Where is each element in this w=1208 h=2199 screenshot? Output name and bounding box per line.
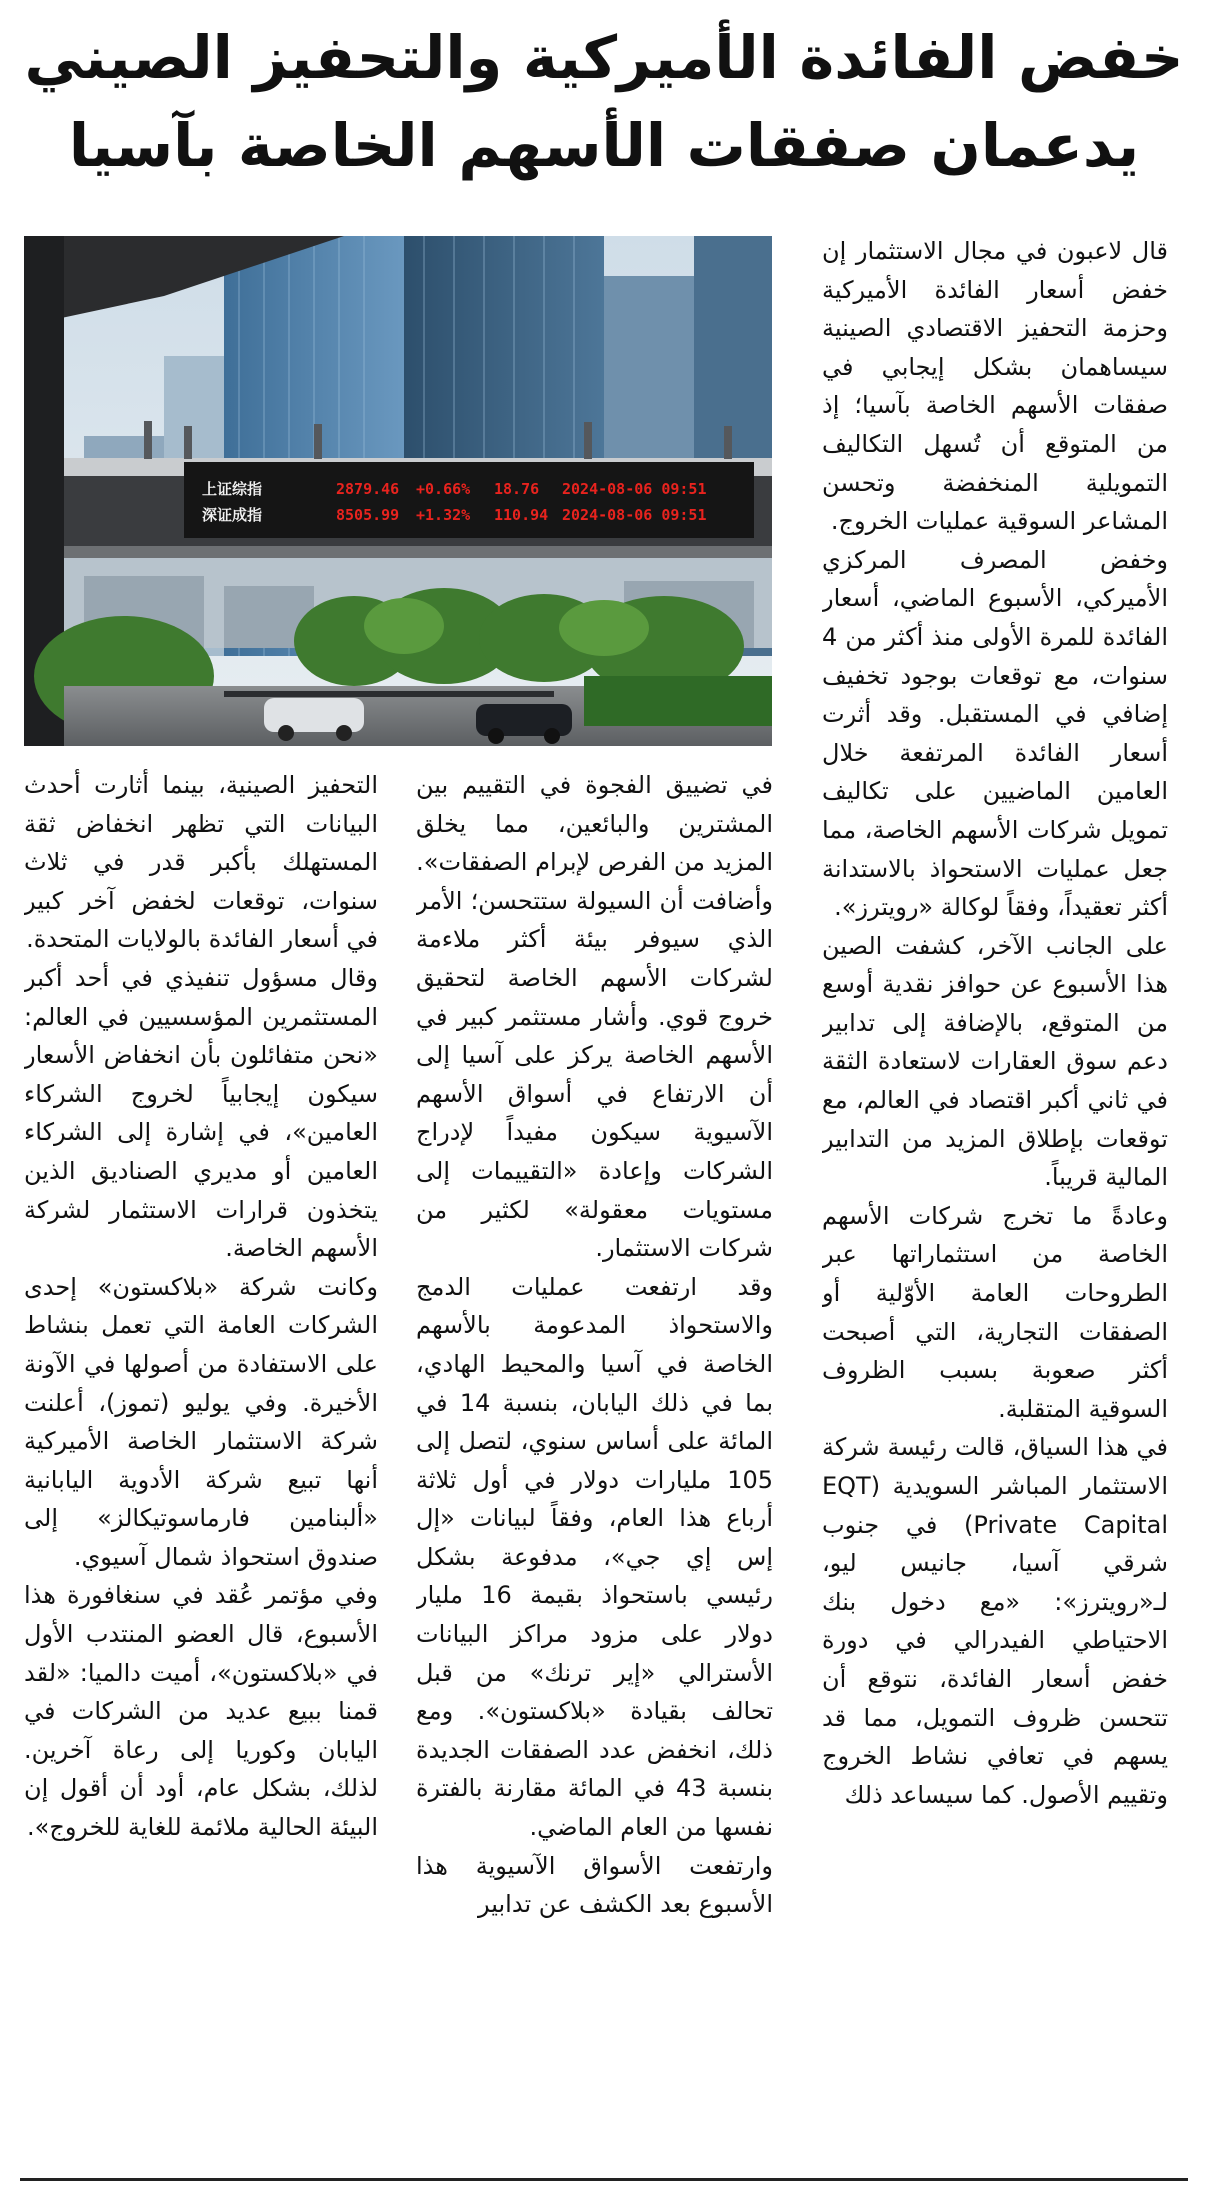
paragraph: وفي مؤتمر عُقد في سنغافورة هذا الأسبوع، قال العضو المنتدب الأول في «بلاكستون»، أميت دالميا: «لقد قمنا ببيع عديد من الشركات في اليابان وكوريا إلى رعاة آخرين. لذلك، بشكل عام، أود أن أقول إن البيئة الحالية ملائمة للغاية للخروج».: [24, 1581, 378, 1842]
ticker-row1-vol: 18.76: [494, 480, 540, 498]
paragraph: وقال مسؤول تنفيذي في أحد أكبر المستثمرين المؤسسيين في العالم: «نحن متفائلون بأن انخفاض الأسعار سيكون إيجابياً لخروج الشركاء العامين»، في إشارة إلى الشركاء العامين أو مديري الصناديق الذين يتخذون قرارات الاستثمار لشركة الأسهم الخاصة.: [24, 963, 378, 1263]
headline-line-1: خفض الفائدة الأميركية والتحفيز الصيني: [24, 23, 1184, 92]
article-column-left: [24, 766, 378, 2152]
bottom-rule-divider: [20, 2178, 1188, 2181]
photo-illustration: [24, 236, 772, 746]
paragraph: وكانت شركة «بلاكستون» إحدى الشركات العامة التي تعمل بنشاط على الاستفادة من أصولها في الآونة الأخيرة. وفي يوليو (تموز)، أعلنت شركة الاستثمار الخاصة الأميركية أنها تبيع شركة الأدوية اليابانية «ألبنامين فارماسوتيكالز» إلى صندوق استحواذ شمال آسيوي.: [24, 1272, 378, 1571]
ticker-row2-value: 8505.99: [336, 506, 400, 524]
paragraph: وارتفعت الأسواق الآسيوية هذا الأسبوع بعد الكشف عن تدابير: [416, 1851, 773, 1919]
paragraph: في هذا السياق، قالت رئيسة شركة الاستثمار المباشر السويدية (EQT Private Capital) في جنوب شرقي آسيا، جانيس ليو، لـ«رويترز»: «مع دخول بنك الاحتياطي الفيدرالي في دورة خفض أسعار الفائدة، نتوقع أن تتحسن ظروف التمويل، مما قد يسهم في تعافي نشاط الخروج وتقييم الأصول. كما سيساعد ذلك: [822, 1433, 1168, 1809]
article-column-middle: [416, 766, 773, 2152]
article-column-right: [822, 232, 1168, 2152]
stock-ticker-board: [184, 462, 754, 538]
paragraph: قال لاعبون في مجال الاستثمار إن خفض أسعار الفائدة الأميركية وحزمة التحفيز الاقتصادي الصينية سيساهمان بشكل إيجابي في صفقات الأسهم الخاصة بآسيا؛ إذ من المتوقع أن تُسهل التكاليف التمويلية المنخفضة وتحسن المشاعر السوقية عمليات الخروج.: [822, 237, 1168, 536]
ticker-row2-pct: +1.32%: [416, 506, 471, 524]
ticker-row1-value: 2879.46: [336, 480, 400, 498]
ticker-row2-time: 2024-08-06 09:51: [562, 506, 707, 524]
ticker-row2-vol: 110.94: [494, 506, 549, 524]
paragraph: وقد ارتفعت عمليات الدمج والاستحواذ المدعومة بالأسهم الخاصة في آسيا والمحيط الهادي، بما في ذلك اليابان، بنسبة 14 في المائة على أساس سنوي، لتصل إلى 105 مليارات دولار في أول ثلاثة أرباع هذا العام، وفقاً لبيانات «إل إس إي جي»، مدفوعة بشكل رئيسي باستحواذ بقيمة 16 مليار دولار على مزود مراكز البيانات الأسترالي «إير ترنك» من قبل تحالف بقيادة «بلاكستون». ومع ذلك، انخفض عدد الصفقات الجديدة بنسبة 43 في المائة مقارنة بالفترة نفسها من العام الماضي.: [416, 1272, 773, 1842]
paragraph: على الجانب الآخر، كشفت الصين هذا الأسبوع عن حوافز نقدية أوسع من المتوقع، بالإضافة إلى تدابير دعم سوق العقارات لاستعادة الثقة في ثاني أكبر اقتصاد في العالم، مع توقعات بإطلاق المزيد من التدابير المالية قريباً.: [822, 931, 1168, 1192]
paragraph: وخفض المصرف المركزي الأميركي، الأسبوع الماضي، أسعار الفائدة للمرة الأولى منذ أكثر من 4 سنوات، مع توقعات بوجود تخفيف إضافي في المستقبل. وقد أثرت أسعار الفائدة المرتفعة خلال العامين الماضيين على تكاليف تمويل شركات الأسهم الخاصة، مما جعل عمليات الاستحواذ بالاستدانة أكثر تعقيداً، وفقاً لوكالة «رويترز».: [822, 545, 1168, 922]
ticker-row1-name: 上证综指: [202, 480, 263, 498]
paragraph: وعادةً ما تخرج شركات الأسهم الخاصة من استثماراتها عبر الطروحات العامة الأوّلية أو الصفقات التجارية، التي أصبحت أكثر صعوبة بسبب الظروف السوقية المتقلبة.: [822, 1201, 1168, 1423]
paragraph: في تضييق الفجوة في التقييم بين المشترين والبائعين، مما يخلق المزيد من الفرص لإبرام الصفقات».: [416, 771, 773, 877]
ticker-row1-time: 2024-08-06 09:51: [562, 480, 707, 498]
paragraph: وأضافت أن السيولة ستتحسن؛ الأمر الذي سيوفر بيئة أكثر ملاءمة لشركات الأسهم الخاصة لتحقيق خروج قوي. وأشار مستثمر كبير في الأسهم الخاصة يركز على آسيا إلى أن الارتفاع في أسواق الأسهم الآسيوية سيكون مفيداً لإدراج الشركات وإعادة «التقييمات إلى مستويات معقولة» لكثير من شركات الاستثمار.: [416, 886, 773, 1263]
ticker-row2-name: 深证成指: [202, 506, 263, 524]
paragraph: التحفيز الصينية، بينما أثارت أحدث البيانات التي تظهر انخفاض ثقة المستهلك بأكبر قدر في ثلاث سنوات، توقعات لخفض آخر كبير في أسعار الفائدة بالولايات المتحدة.: [24, 771, 378, 954]
article-photo: [24, 236, 772, 746]
headline-line-2: يدعمان صفقات الأسهم الخاصة بآسيا: [68, 111, 1140, 180]
article-headline: [20, 14, 1188, 190]
ticker-row1-pct: +0.66%: [416, 480, 471, 498]
